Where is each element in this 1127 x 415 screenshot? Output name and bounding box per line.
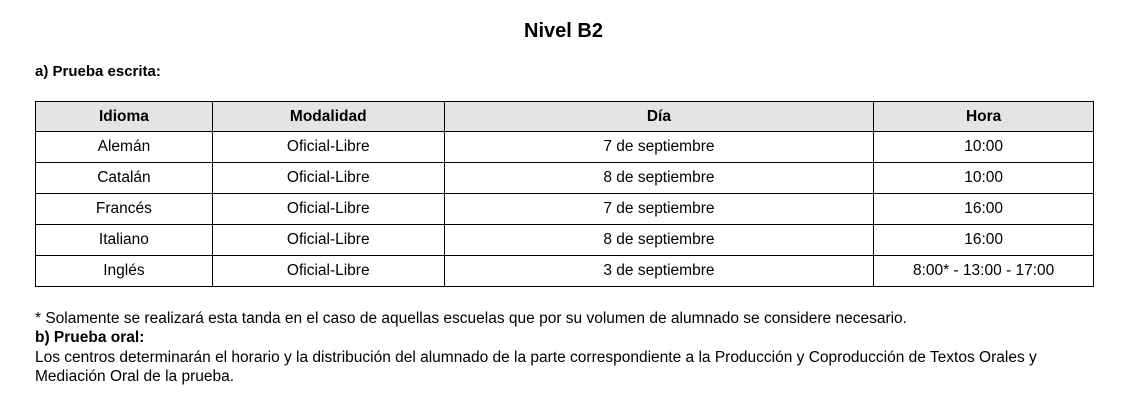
cell-idioma: Catalán: [36, 163, 213, 194]
cell-hora: 10:00: [874, 163, 1094, 194]
cell-dia: 8 de septiembre: [444, 163, 874, 194]
cell-modalidad: Oficial-Libre: [212, 194, 444, 225]
table-row: [36, 225, 1094, 256]
cell-dia: 7 de septiembre: [444, 194, 874, 225]
table-header-row: [36, 102, 1094, 132]
cell-modalidad: Oficial-Libre: [212, 256, 444, 287]
table-row: [36, 256, 1094, 287]
cell-dia: 7 de septiembre: [444, 132, 874, 163]
cell-modalidad: Oficial-Libre: [212, 163, 444, 194]
cell-idioma: Francés: [36, 194, 213, 225]
cell-dia: 3 de septiembre: [444, 256, 874, 287]
oral-test-description: Los centros determinarán el horario y la distribución del alumnado de la parte correspondiente a la Producción y Coproducción de Textos Orales y Mediación Oral de la prueba.: [35, 349, 1037, 385]
cell-hora: 16:00: [874, 225, 1094, 256]
cell-hora: 10:00: [874, 132, 1094, 163]
table-row: [36, 163, 1094, 194]
cell-idioma: Italiano: [36, 225, 213, 256]
cell-hora: 8:00* - 13:00 - 17:00: [874, 256, 1094, 287]
column-header-dia: Día: [444, 102, 874, 132]
column-header-hora: Hora: [874, 102, 1094, 132]
table-row: [36, 194, 1094, 225]
oral-test-heading: b) Prueba oral:: [35, 329, 145, 346]
cell-idioma: Alemán: [36, 132, 213, 163]
page-title: Nivel B2: [524, 20, 603, 42]
cell-hora: 16:00: [874, 194, 1094, 225]
written-test-heading: a) Prueba escrita:: [35, 63, 161, 80]
column-header-modalidad: Modalidad: [212, 102, 444, 132]
cell-idioma: Inglés: [36, 256, 213, 287]
cell-modalidad: Oficial-Libre: [212, 225, 444, 256]
table-row: [36, 132, 1094, 163]
column-header-idioma: Idioma: [36, 102, 213, 132]
footnote: * Solamente se realizará esta tanda en el caso de aquellas escuelas que por su volumen de alumnado se considere necesario.: [35, 310, 907, 327]
cell-dia: 8 de septiembre: [444, 225, 874, 256]
schedule-table: [35, 101, 1094, 287]
cell-modalidad: Oficial-Libre: [212, 132, 444, 163]
